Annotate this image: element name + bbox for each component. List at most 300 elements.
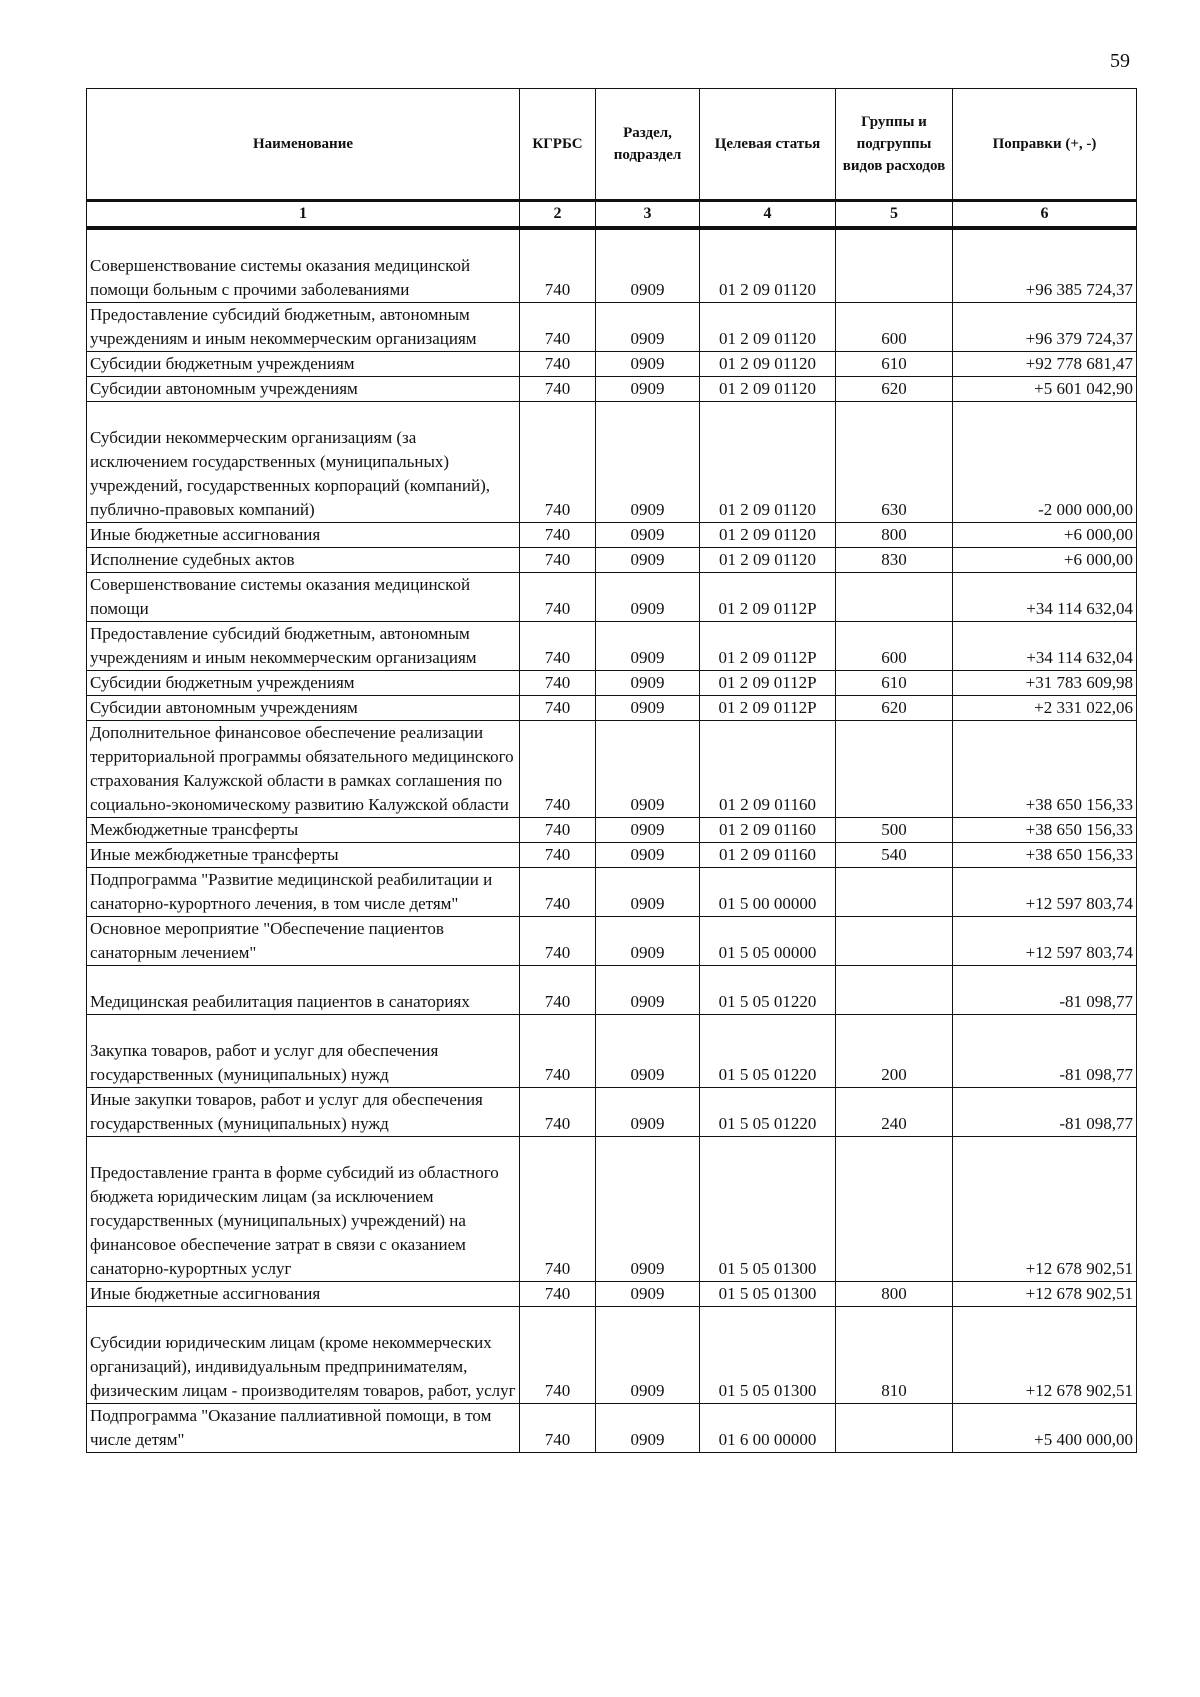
row-kgrbs-text: 740	[544, 379, 571, 398]
row-kgrbs-text: 740	[544, 500, 571, 519]
row-amount-text: +31 783 609,98	[1025, 673, 1133, 692]
row-amount-text: +34 114 632,04	[1026, 648, 1133, 667]
column-number: 1	[87, 201, 520, 229]
row-name	[87, 1282, 520, 1307]
table-header-row	[87, 89, 1137, 201]
row-target-article	[700, 966, 836, 1015]
row-target-article-text: 01 5 05 01220	[718, 992, 817, 1011]
row-target-article	[700, 523, 836, 548]
row-expense-group-text: 610	[881, 673, 907, 692]
row-expense-group	[836, 622, 953, 671]
row-amount-text: +12 678 902,51	[1025, 1284, 1133, 1303]
column-number: 3	[596, 201, 700, 229]
row-expense-group-text: 800	[881, 525, 907, 544]
row-section	[596, 1015, 700, 1088]
row-amount	[953, 548, 1137, 573]
row-expense-group	[836, 721, 953, 818]
row-section-text: 0909	[630, 1259, 665, 1278]
row-amount-text: +96 379 724,37	[1025, 329, 1133, 348]
row-section	[596, 1404, 700, 1453]
row-section-text: 0909	[630, 795, 665, 814]
row-name	[87, 1015, 520, 1088]
row-name-text: Предоставление субсидий бюджетным, автономным учреждениям и иным некоммерческим организациям	[90, 305, 477, 348]
row-target-article-text: 01 2 09 0112Р	[718, 673, 817, 692]
column-number: 2	[520, 201, 596, 229]
table-row	[87, 868, 1137, 917]
row-kgrbs-text: 740	[544, 1284, 571, 1303]
row-name-text: Предоставление субсидий бюджетным, автономным учреждениям и иным некоммерческим организациям	[90, 624, 477, 667]
row-name-text: Субсидии автономным учреждениям	[90, 698, 358, 717]
row-amount	[953, 402, 1137, 523]
row-target-article-text: 01 2 09 01120	[718, 354, 817, 373]
row-name	[87, 352, 520, 377]
row-amount	[953, 523, 1137, 548]
row-kgrbs	[520, 523, 596, 548]
row-section	[596, 402, 700, 523]
row-target-article-text: 01 2 09 0112Р	[718, 698, 817, 717]
row-kgrbs	[520, 1015, 596, 1088]
row-target-article	[700, 1088, 836, 1137]
row-amount-text: +12 678 902,51	[1025, 1381, 1133, 1400]
header-name: Наименование	[87, 89, 520, 201]
row-amount	[953, 352, 1137, 377]
budget-amendments-table	[86, 88, 1137, 1453]
row-target-article	[700, 303, 836, 352]
row-target-article	[700, 352, 836, 377]
row-target-article	[700, 1015, 836, 1088]
table-row	[87, 377, 1137, 402]
row-kgrbs	[520, 818, 596, 843]
row-amount-text: +5 400 000,00	[1034, 1430, 1133, 1449]
row-section	[596, 228, 700, 303]
row-name	[87, 917, 520, 966]
row-expense-group-text: 620	[881, 379, 907, 398]
header-section: Раздел, подраздел	[596, 89, 700, 201]
row-kgrbs-text: 740	[544, 599, 571, 618]
row-expense-group	[836, 1015, 953, 1088]
row-amount-text: +12 597 803,74	[1025, 943, 1133, 962]
row-amount-text: -81 098,77	[1059, 1065, 1133, 1084]
row-amount-text: +12 597 803,74	[1025, 894, 1133, 913]
row-name	[87, 696, 520, 721]
row-kgrbs	[520, 352, 596, 377]
row-name-text: Подпрограмма "Развитие медицинской реабилитации и санаторно-курортного лечения, в том числе детям"	[90, 870, 493, 913]
row-section-text: 0909	[630, 698, 665, 717]
row-expense-group	[836, 402, 953, 523]
row-section	[596, 818, 700, 843]
row-section-text: 0909	[630, 329, 665, 348]
row-amount-text: -81 098,77	[1059, 992, 1133, 1011]
row-name-text: Иные бюджетные ассигнования	[90, 1284, 321, 1303]
row-kgrbs	[520, 548, 596, 573]
row-kgrbs-text: 740	[544, 648, 571, 667]
row-section-text: 0909	[630, 1430, 665, 1449]
row-expense-group-text: 630	[881, 500, 907, 519]
row-amount-text: +34 114 632,04	[1026, 599, 1133, 618]
row-name	[87, 1307, 520, 1404]
row-name-text: Дополнительное финансовое обеспечение реализации территориальной программы обязательного медицинского страхования Калужской области в рамках соглашения по социально-экономическому развитию Калужской области	[90, 723, 514, 814]
table-row	[87, 573, 1137, 622]
row-amount-text: +38 650 156,33	[1025, 820, 1133, 839]
row-expense-group-text: 600	[881, 329, 907, 348]
row-target-article	[700, 377, 836, 402]
row-amount	[953, 818, 1137, 843]
row-section-text: 0909	[630, 280, 665, 299]
row-name-text: Субсидии юридическим лицам (кроме некоммерческих организаций), индивидуальным предпринимателям, физическим лицам - производителям товаров, работ, услуг	[90, 1333, 516, 1400]
row-kgrbs	[520, 1307, 596, 1404]
row-amount	[953, 721, 1137, 818]
row-amount-text: +92 778 681,47	[1025, 354, 1133, 373]
row-kgrbs-text: 740	[544, 943, 571, 962]
row-amount-text: -2 000 000,00	[1038, 500, 1133, 519]
row-amount	[953, 868, 1137, 917]
row-expense-group-text: 810	[881, 1381, 907, 1400]
row-expense-group	[836, 671, 953, 696]
row-section-text: 0909	[630, 648, 665, 667]
row-target-article-text: 01 2 09 01160	[718, 795, 817, 814]
row-amount	[953, 303, 1137, 352]
row-section-text: 0909	[630, 1381, 665, 1400]
header-target: Целевая статья	[700, 89, 836, 201]
row-amount	[953, 622, 1137, 671]
row-name-text: Совершенствование системы оказания медицинской помощи больным с прочими заболеваниями	[90, 256, 471, 299]
row-name	[87, 1404, 520, 1453]
row-expense-group-text: 500	[881, 820, 907, 839]
row-target-article-text: 01 2 09 01120	[718, 550, 817, 569]
row-target-article	[700, 868, 836, 917]
row-section-text: 0909	[630, 992, 665, 1011]
row-target-article-text: 01 5 05 01300	[718, 1259, 817, 1278]
row-name	[87, 843, 520, 868]
row-name-text: Исполнение судебных актов	[90, 550, 295, 569]
row-section	[596, 721, 700, 818]
row-target-article-text: 01 2 09 01120	[718, 329, 817, 348]
row-target-article	[700, 573, 836, 622]
row-target-article-text: 01 2 09 01120	[718, 280, 817, 299]
row-target-article-text: 01 5 00 00000	[718, 894, 817, 913]
row-amount	[953, 1088, 1137, 1137]
row-target-article	[700, 721, 836, 818]
row-target-article	[700, 1307, 836, 1404]
table-row	[87, 303, 1137, 352]
row-kgrbs	[520, 377, 596, 402]
table-row	[87, 523, 1137, 548]
row-section	[596, 1307, 700, 1404]
row-target-article-text: 01 6 00 00000	[718, 1430, 817, 1449]
table-row	[87, 1404, 1137, 1453]
page-number: 59	[1110, 50, 1130, 72]
row-section	[596, 523, 700, 548]
row-name-text: Закупка товаров, работ и услуг для обеспечения государственных (муниципальных) нужд	[90, 1041, 439, 1084]
row-name-text: Подпрограмма "Оказание паллиативной помощи, в том числе детям"	[90, 1406, 492, 1449]
row-name	[87, 1088, 520, 1137]
table-row	[87, 966, 1137, 1015]
row-kgrbs-text: 740	[544, 894, 571, 913]
row-name-text: Совершенствование системы оказания медицинской помощи	[90, 575, 471, 618]
row-kgrbs	[520, 303, 596, 352]
table-row	[87, 818, 1137, 843]
row-amount-text: +12 678 902,51	[1025, 1259, 1133, 1278]
row-kgrbs-text: 740	[544, 550, 571, 569]
table-row	[87, 622, 1137, 671]
row-kgrbs	[520, 622, 596, 671]
row-expense-group	[836, 352, 953, 377]
row-kgrbs-text: 740	[544, 1114, 571, 1133]
row-amount-text: -81 098,77	[1059, 1114, 1133, 1133]
row-section	[596, 696, 700, 721]
row-section	[596, 377, 700, 402]
row-kgrbs-text: 740	[544, 525, 571, 544]
row-name-text: Предоставление гранта в форме субсидий из областного бюджета юридическим лицам (за исключением государственных (муниципальных) учреждений) на финансовое обеспечение затрат в связи с оказанием санаторно-курортных услуг	[90, 1163, 499, 1278]
row-kgrbs	[520, 1404, 596, 1453]
table-row	[87, 843, 1137, 868]
row-amount	[953, 573, 1137, 622]
row-expense-group	[836, 1137, 953, 1282]
row-name	[87, 622, 520, 671]
row-target-article	[700, 1137, 836, 1282]
row-kgrbs	[520, 868, 596, 917]
row-amount	[953, 843, 1137, 868]
row-expense-group	[836, 843, 953, 868]
row-amount	[953, 377, 1137, 402]
row-expense-group	[836, 1088, 953, 1137]
row-target-article	[700, 548, 836, 573]
row-amount	[953, 1015, 1137, 1088]
row-expense-group-text: 200	[881, 1065, 907, 1084]
row-section	[596, 352, 700, 377]
row-name	[87, 721, 520, 818]
row-section-text: 0909	[630, 1284, 665, 1303]
row-name	[87, 573, 520, 622]
header-group: Группы и подгруппы видов расходов	[836, 89, 953, 201]
row-section	[596, 1282, 700, 1307]
row-target-article-text: 01 2 09 01120	[718, 525, 817, 544]
row-name-text: Субсидии бюджетным учреждениям	[90, 354, 355, 373]
row-target-article	[700, 818, 836, 843]
row-target-article	[700, 1282, 836, 1307]
row-expense-group	[836, 228, 953, 303]
row-name-text: Иные закупки товаров, работ и услуг для обеспечения государственных (муниципальных) нужд	[90, 1090, 483, 1133]
row-amount	[953, 1282, 1137, 1307]
row-kgrbs	[520, 228, 596, 303]
row-amount-text: +38 650 156,33	[1025, 795, 1133, 814]
row-expense-group	[836, 377, 953, 402]
row-expense-group	[836, 696, 953, 721]
row-name	[87, 303, 520, 352]
row-section	[596, 1137, 700, 1282]
table-row	[87, 671, 1137, 696]
table-row	[87, 1088, 1137, 1137]
row-name	[87, 402, 520, 523]
row-expense-group	[836, 303, 953, 352]
row-name	[87, 671, 520, 696]
row-section-text: 0909	[630, 894, 665, 913]
table-row	[87, 1282, 1137, 1307]
row-section-text: 0909	[630, 500, 665, 519]
row-amount	[953, 228, 1137, 303]
row-section-text: 0909	[630, 550, 665, 569]
row-kgrbs	[520, 1282, 596, 1307]
row-section-text: 0909	[630, 379, 665, 398]
row-expense-group-text: 540	[881, 845, 907, 864]
row-name	[87, 228, 520, 303]
row-kgrbs	[520, 966, 596, 1015]
row-target-article-text: 01 2 09 01120	[718, 379, 817, 398]
row-expense-group-text: 600	[881, 648, 907, 667]
table-row	[87, 402, 1137, 523]
row-kgrbs-text: 740	[544, 992, 571, 1011]
row-name-text: Иные межбюджетные трансферты	[90, 845, 339, 864]
row-name-text: Иные бюджетные ассигнования	[90, 525, 321, 544]
row-kgrbs-text: 740	[544, 1430, 571, 1449]
row-section-text: 0909	[630, 673, 665, 692]
row-name	[87, 818, 520, 843]
row-kgrbs	[520, 721, 596, 818]
row-expense-group	[836, 1282, 953, 1307]
row-target-article-text: 01 2 09 0112Р	[718, 648, 817, 667]
row-kgrbs	[520, 573, 596, 622]
row-section	[596, 966, 700, 1015]
row-kgrbs-text: 740	[544, 698, 571, 717]
row-kgrbs-text: 740	[544, 354, 571, 373]
row-section	[596, 573, 700, 622]
table-row	[87, 721, 1137, 818]
row-target-article	[700, 1404, 836, 1453]
header-kgrbs: КГРБС	[520, 89, 596, 201]
row-target-article	[700, 696, 836, 721]
row-amount-text: +5 601 042,90	[1034, 379, 1133, 398]
row-name-text: Субсидии автономным учреждениям	[90, 379, 358, 398]
row-kgrbs	[520, 671, 596, 696]
row-target-article	[700, 917, 836, 966]
row-target-article-text: 01 2 09 01120	[718, 500, 817, 519]
row-amount-text: +6 000,00	[1063, 550, 1133, 569]
row-expense-group	[836, 573, 953, 622]
row-kgrbs-text: 740	[544, 280, 571, 299]
row-expense-group	[836, 1404, 953, 1453]
column-number: 4	[700, 201, 836, 229]
row-amount-text: +38 650 156,33	[1025, 845, 1133, 864]
table-row	[87, 1307, 1137, 1404]
row-name	[87, 868, 520, 917]
row-section-text: 0909	[630, 845, 665, 864]
row-section-text: 0909	[630, 1114, 665, 1133]
row-expense-group	[836, 1307, 953, 1404]
row-kgrbs	[520, 917, 596, 966]
table-row	[87, 696, 1137, 721]
row-target-article-text: 01 5 05 00000	[718, 943, 817, 962]
row-expense-group-text: 610	[881, 354, 907, 373]
row-kgrbs-text: 740	[544, 1259, 571, 1278]
row-target-article-text: 01 2 09 0112Р	[718, 599, 817, 618]
row-kgrbs	[520, 402, 596, 523]
row-kgrbs-text: 740	[544, 1381, 571, 1400]
row-kgrbs	[520, 1088, 596, 1137]
row-amount	[953, 917, 1137, 966]
row-kgrbs	[520, 843, 596, 868]
row-target-article	[700, 671, 836, 696]
row-name	[87, 377, 520, 402]
row-section	[596, 548, 700, 573]
table-row	[87, 352, 1137, 377]
row-target-article-text: 01 2 09 01160	[718, 820, 817, 839]
row-name	[87, 548, 520, 573]
row-amount-text: +6 000,00	[1063, 525, 1133, 544]
row-section-text: 0909	[630, 820, 665, 839]
row-kgrbs	[520, 1137, 596, 1282]
row-name	[87, 966, 520, 1015]
row-expense-group-text: 240	[881, 1114, 907, 1133]
table-row	[87, 548, 1137, 573]
row-name-text: Субсидии некоммерческим организациям (за исключением государственных (муниципальных) учреждений, государственных корпораций (компаний), публично-правовых компаний)	[90, 428, 490, 519]
row-amount	[953, 1404, 1137, 1453]
row-section-text: 0909	[630, 354, 665, 373]
row-expense-group-text: 800	[881, 1284, 907, 1303]
row-target-article	[700, 843, 836, 868]
row-section	[596, 671, 700, 696]
row-amount	[953, 1137, 1137, 1282]
row-target-article-text: 01 2 09 01160	[718, 845, 817, 864]
row-section-text: 0909	[630, 1065, 665, 1084]
row-target-article	[700, 622, 836, 671]
row-target-article-text: 01 5 05 01300	[718, 1381, 817, 1400]
row-name	[87, 523, 520, 548]
row-section	[596, 303, 700, 352]
row-section	[596, 868, 700, 917]
row-expense-group	[836, 548, 953, 573]
row-name-text: Субсидии бюджетным учреждениям	[90, 673, 355, 692]
row-kgrbs-text: 740	[544, 1065, 571, 1084]
row-target-article-text: 01 5 05 01220	[718, 1065, 817, 1084]
row-expense-group	[836, 966, 953, 1015]
row-section	[596, 917, 700, 966]
row-expense-group	[836, 917, 953, 966]
row-amount-text: +96 385 724,37	[1025, 280, 1133, 299]
row-expense-group	[836, 523, 953, 548]
column-number: 5	[836, 201, 953, 229]
row-target-article-text: 01 5 05 01220	[718, 1114, 817, 1133]
row-section-text: 0909	[630, 525, 665, 544]
row-expense-group	[836, 818, 953, 843]
row-target-article	[700, 402, 836, 523]
row-kgrbs-text: 740	[544, 845, 571, 864]
row-kgrbs-text: 740	[544, 673, 571, 692]
table-row	[87, 228, 1137, 303]
row-expense-group-text: 620	[881, 698, 907, 717]
header-amount: Поправки (+, -)	[953, 89, 1137, 201]
row-amount	[953, 1307, 1137, 1404]
row-amount-text: +2 331 022,06	[1034, 698, 1133, 717]
row-kgrbs-text: 740	[544, 329, 571, 348]
row-target-article-text: 01 5 05 01300	[718, 1284, 817, 1303]
table-row	[87, 1137, 1137, 1282]
row-amount	[953, 696, 1137, 721]
row-section-text: 0909	[630, 943, 665, 962]
row-section-text: 0909	[630, 599, 665, 618]
table-row	[87, 917, 1137, 966]
row-section	[596, 843, 700, 868]
row-name-text: Межбюджетные трансферты	[90, 820, 299, 839]
row-section	[596, 1088, 700, 1137]
row-amount	[953, 966, 1137, 1015]
row-expense-group-text: 830	[881, 550, 907, 569]
row-section	[596, 622, 700, 671]
row-kgrbs-text: 740	[544, 795, 571, 814]
row-name-text: Основное мероприятие "Обеспечение пациентов санаторным лечением"	[90, 919, 444, 962]
row-expense-group	[836, 868, 953, 917]
row-name-text: Медицинская реабилитация пациентов в санаториях	[90, 992, 470, 1011]
row-amount	[953, 671, 1137, 696]
